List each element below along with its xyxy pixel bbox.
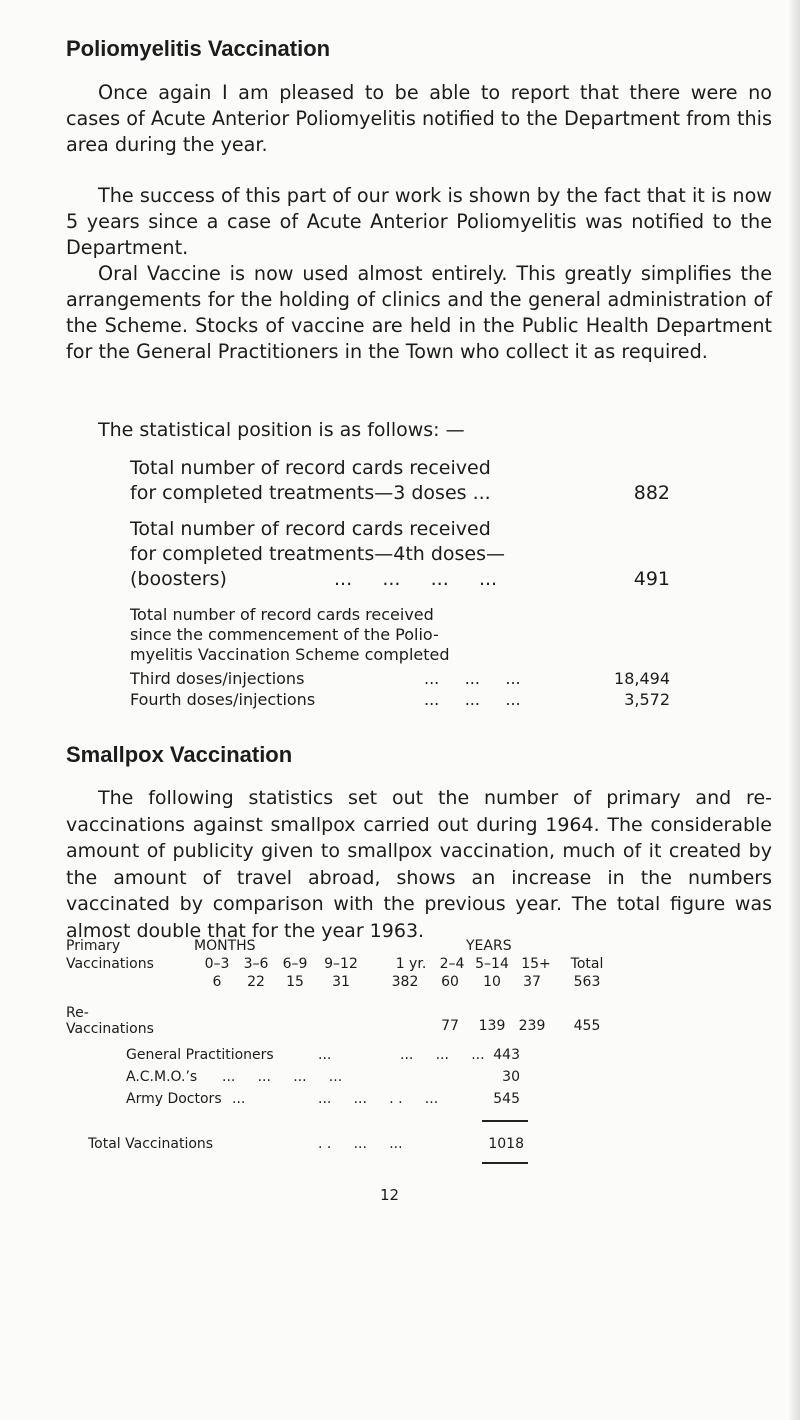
primary-2-4: 60 — [441, 974, 459, 990]
col-header-15-plus: 15+ — [521, 956, 551, 972]
col-header-9-12: 9–12 — [324, 956, 358, 972]
col-header-5-14: 5–14 — [475, 956, 509, 972]
polio-paragraph-1: Once again I am pleased to be able to report that there were no cases of Acute Anterior Poliomyelitis notified to the Department from this area during the year. — [66, 81, 772, 156]
since-line-3: myelitis Vaccination Scheme completed — [130, 645, 450, 664]
breakdown-acmo-value: 30 — [502, 1069, 520, 1085]
re-total: 455 — [573, 1018, 601, 1034]
stat-row-2-line-2: for completed treatments—4th doses— — [130, 543, 506, 565]
breakdown-army-dots: ... ... . . ... — [318, 1091, 439, 1107]
re-2-4: 77 — [441, 1018, 459, 1034]
total-rule-top — [482, 1120, 528, 1122]
breakdown-gp-leader: ... — [318, 1047, 332, 1063]
fourth-doses-dots: ... ... ... — [424, 690, 521, 709]
total-rule-bottom — [482, 1162, 528, 1164]
primary-5-14: 10 — [483, 974, 501, 990]
years-header: YEARS — [466, 938, 512, 954]
primary-3-6: 22 — [247, 974, 265, 990]
breakdown-gp-value: 443 — [493, 1047, 520, 1063]
col-header-6-9: 6–9 — [282, 956, 308, 972]
total-vaccinations-dots: . . ... ... — [318, 1136, 403, 1152]
stat-row-1-line-1: Total number of record cards received — [130, 457, 491, 479]
re-5-14: 139 — [478, 1018, 506, 1034]
primary-15-plus: 37 — [523, 974, 541, 990]
primary-9-12: 31 — [332, 974, 350, 990]
since-line-1: Total number of record cards received — [130, 605, 434, 624]
total-vaccinations-value: 1018 — [488, 1136, 524, 1152]
primary-total: 563 — [573, 974, 601, 990]
stat-row-1-value: 882 — [633, 482, 670, 504]
breakdown-acmo-label: A.C.M.O.’s — [126, 1069, 198, 1085]
stat-row-2-value: 491 — [633, 568, 670, 590]
breakdown-army-label: Army Doctors — [126, 1091, 222, 1107]
breakdown-acmo-dots: ... ... ... ... — [222, 1069, 343, 1085]
col-header-3-6: 3–6 — [243, 956, 269, 972]
third-doses-value: 18,494 — [614, 669, 670, 688]
primary-label-1: Primary — [66, 938, 121, 954]
primary-1yr: 382 — [391, 974, 419, 990]
smallpox-heading: Smallpox Vaccination — [66, 742, 293, 767]
smallpox-paragraph: The following statistics set out the number of primary and re-vaccinations against smallpox carried out during 1964. The considerable amount of publicity given to smallpox vaccination, much of it created by the amount of travel abroad, shows an increase in the numbers vaccinated by comparison with the previous year. The total figure was almost double that for the year 1963. — [66, 787, 772, 942]
breakdown-army-value: 545 — [493, 1091, 520, 1107]
polio-paragraph-2: The success of this part of our work is shown by the fact that it is now 5 years since a case of Acute Anterior Poliomyelitis was notified to the Department. — [66, 184, 772, 259]
re-label-2: Vaccinations — [66, 1021, 154, 1037]
stat-row-2-dots: ... ... ... ... — [334, 568, 498, 590]
primary-0-3: 6 — [212, 974, 222, 990]
third-doses-dots: ... ... ... — [424, 669, 521, 688]
polio-heading: Poliomyelitis Vaccination — [66, 36, 331, 61]
stat-row-2-line-3: (boosters) — [130, 568, 227, 590]
third-doses-label: Third doses/injections — [130, 669, 305, 688]
breakdown-gp-dots: ... ... ... — [400, 1047, 485, 1063]
re-label-1: Re- — [66, 1005, 89, 1021]
breakdown-gp-label: General Practitioners — [126, 1047, 274, 1063]
primary-6-9: 15 — [286, 974, 304, 990]
fourth-doses-label: Fourth doses/injections — [130, 690, 316, 709]
breakdown-army-leader: ... — [232, 1091, 246, 1107]
col-header-1yr: 1 yr. — [395, 956, 427, 972]
total-vaccinations-label: Total Vaccinations — [88, 1136, 214, 1152]
stat-row-2-line-1: Total number of record cards received — [130, 518, 491, 540]
col-header-2-4: 2–4 — [439, 956, 465, 972]
stats-intro: The statistical position is as follows: — — [98, 419, 465, 441]
fourth-doses-value: 3,572 — [624, 690, 670, 709]
primary-label-2: Vaccinations — [66, 956, 154, 972]
page-edge-shadow — [788, 0, 800, 1420]
re-15-plus: 239 — [518, 1018, 546, 1034]
col-header-0-3: 0–3 — [204, 956, 230, 972]
polio-paragraph-3: Oral Vaccine is now used almost entirely. This greatly simplifies the arrangements for the holding of clinics and the general administration of the Scheme. Stocks of vaccine are held in the Public Health Department for the General Practitioners in the Town who collect it as required. — [66, 262, 772, 363]
since-line-2: since the commencement of the Polio- — [130, 625, 439, 644]
stat-row-1-line-2: for completed treatments—3 doses ... — [130, 482, 491, 504]
page-number: 12 — [380, 1186, 400, 1204]
months-header: MONTHS — [194, 938, 256, 954]
col-header-total: Total — [570, 956, 604, 972]
